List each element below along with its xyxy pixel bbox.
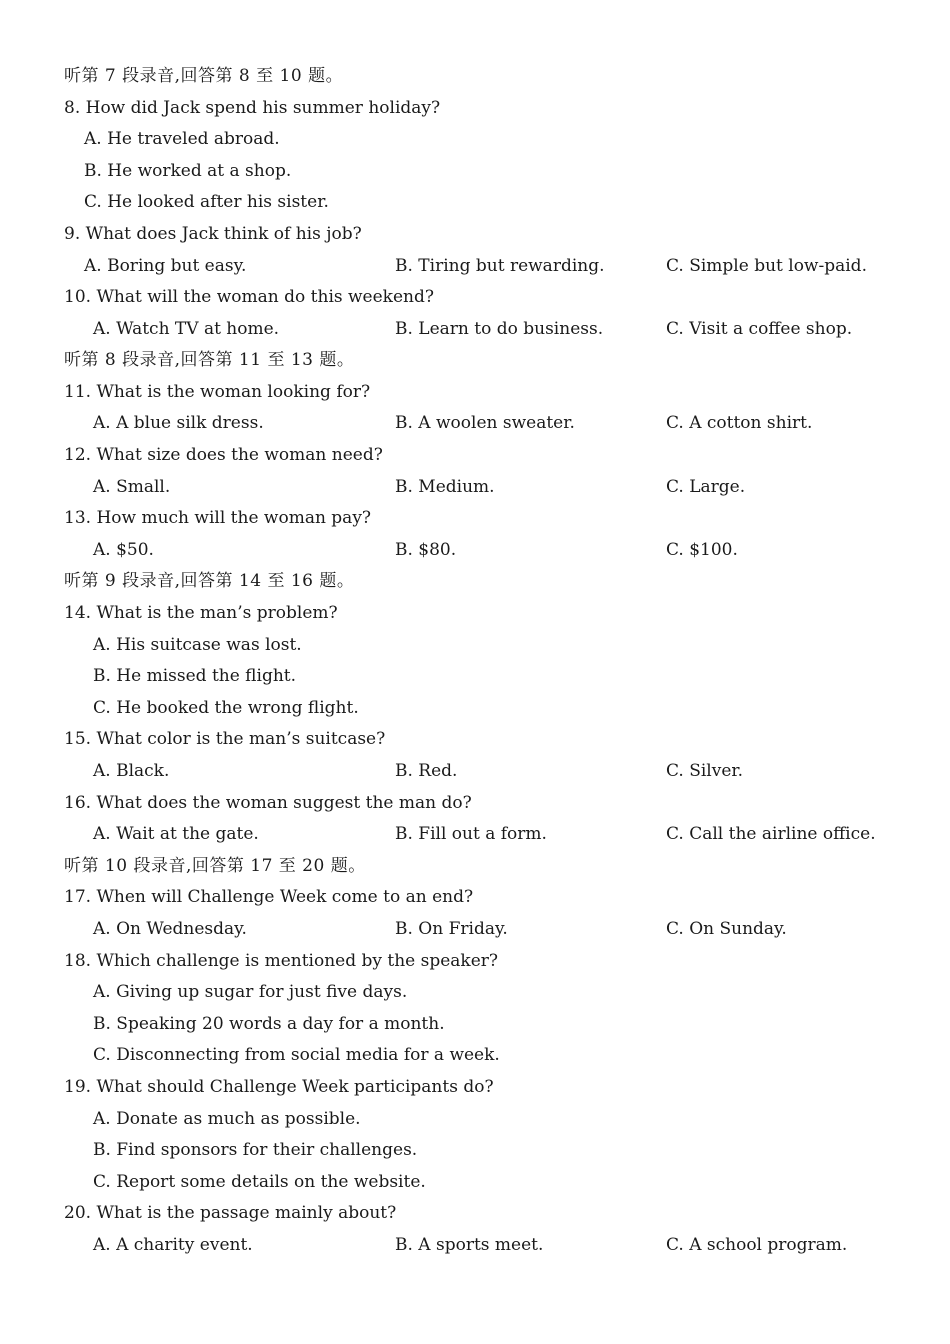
- option-c: C. $100.: [666, 540, 738, 560]
- section-heading: [0, 851, 950, 882]
- question-stem: 17. When will Challenge Week come to an end?: [64, 887, 474, 907]
- option-b: B. Tiring but rewarding.: [395, 256, 605, 276]
- option-a: A. Donate as much as possible.: [93, 1109, 361, 1129]
- question-20: [0, 1198, 950, 1229]
- option-c: C. Call the airline office.: [666, 824, 876, 844]
- question-10: [0, 282, 950, 313]
- question-12: [0, 440, 950, 471]
- section-heading: [0, 566, 950, 597]
- option-b: B. Find sponsors for their challenges.: [93, 1140, 418, 1160]
- option-a: A. On Wednesday.: [93, 919, 247, 939]
- option-row: [0, 661, 950, 692]
- question-18: [0, 946, 950, 977]
- question-stem: 15. What color is the man’s suitcase?: [64, 729, 386, 749]
- option-c: C. Simple but low-paid.: [666, 256, 867, 276]
- option-row: [0, 472, 950, 503]
- question-stem: 10. What will the woman do this weekend?: [64, 287, 434, 307]
- question-14: [0, 598, 950, 629]
- option-c: C. Report some details on the website.: [93, 1172, 426, 1192]
- section-heading: [0, 61, 950, 92]
- option-row: [0, 1167, 950, 1198]
- option-c: C. He looked after his sister.: [84, 192, 329, 212]
- section-7-heading: 听第 7 段录音,回答第 8 至 10 题。: [64, 66, 344, 86]
- option-c: C. A school program.: [666, 1235, 848, 1255]
- option-row: [0, 1009, 950, 1040]
- option-b: B. He worked at a shop.: [84, 161, 292, 181]
- section-8-heading: 听第 8 段录音,回答第 11 至 13 题。: [64, 350, 355, 370]
- option-row: [0, 630, 950, 661]
- option-a: A. Small.: [93, 477, 171, 497]
- section-10-heading: 听第 10 段录音,回答第 17 至 20 题。: [64, 856, 366, 876]
- question-11: [0, 377, 950, 408]
- question-17: [0, 882, 950, 913]
- option-row: [0, 1230, 950, 1261]
- question-15: [0, 724, 950, 755]
- option-row: [0, 251, 950, 282]
- option-row: [0, 693, 950, 724]
- option-row: [0, 408, 950, 439]
- section-heading: [0, 345, 950, 376]
- option-c: C. Large.: [666, 477, 746, 497]
- option-b: B. Learn to do business.: [395, 319, 604, 339]
- option-row: [0, 1104, 950, 1135]
- option-a: A. A charity event.: [93, 1235, 253, 1255]
- option-c: C. Visit a coffee shop.: [666, 319, 853, 339]
- option-b: B. He missed the flight.: [93, 666, 297, 686]
- question-stem: 8. How did Jack spend his summer holiday?: [64, 98, 441, 118]
- option-a: A. Boring but easy.: [84, 256, 247, 276]
- option-a: A. Giving up sugar for just five days.: [93, 982, 408, 1002]
- question-stem: 18. Which challenge is mentioned by the speaker?: [64, 951, 499, 971]
- question-stem: 13. How much will the woman pay?: [64, 508, 372, 528]
- option-a: A. $50.: [93, 540, 154, 560]
- question-16: [0, 788, 950, 819]
- option-row: [0, 535, 950, 566]
- question-stem: 14. What is the man’s problem?: [64, 603, 338, 623]
- question-stem: 9. What does Jack think of his job?: [64, 224, 362, 244]
- option-row: [0, 156, 950, 187]
- option-c: C. A cotton shirt.: [666, 413, 813, 433]
- question-stem: 20. What is the passage mainly about?: [64, 1203, 397, 1223]
- question-stem: 11. What is the woman looking for?: [64, 382, 371, 402]
- question-13: [0, 503, 950, 534]
- question-19: [0, 1072, 950, 1103]
- option-c: C. Silver.: [666, 761, 744, 781]
- question-stem: 19. What should Challenge Week participants do?: [64, 1077, 494, 1097]
- question-8: [0, 93, 950, 124]
- option-b: B. Red.: [395, 761, 458, 781]
- option-row: [0, 914, 950, 945]
- option-a: A. A blue silk dress.: [93, 413, 264, 433]
- option-b: B. Medium.: [395, 477, 495, 497]
- option-b: B. A woolen sweater.: [395, 413, 575, 433]
- option-row: [0, 756, 950, 787]
- option-a: A. Watch TV at home.: [93, 319, 280, 339]
- option-a: A. Wait at the gate.: [93, 824, 259, 844]
- option-row: [0, 187, 950, 218]
- option-a: A. Black.: [93, 761, 170, 781]
- question-stem: 12. What size does the woman need?: [64, 445, 383, 465]
- option-row: [0, 314, 950, 345]
- option-c: C. Disconnecting from social media for a week.: [93, 1045, 500, 1065]
- option-b: B. On Friday.: [395, 919, 508, 939]
- option-c: C. On Sunday.: [666, 919, 787, 939]
- option-a: A. He traveled abroad.: [84, 129, 280, 149]
- section-9-heading: 听第 9 段录音,回答第 14 至 16 题。: [64, 571, 355, 591]
- option-row: [0, 1040, 950, 1071]
- option-b: B. A sports meet.: [395, 1235, 544, 1255]
- option-row: [0, 819, 950, 850]
- option-b: B. $80.: [395, 540, 457, 560]
- option-c: C. He booked the wrong flight.: [93, 698, 359, 718]
- option-b: B. Fill out a form.: [395, 824, 547, 844]
- option-a: A. His suitcase was lost.: [93, 635, 302, 655]
- option-row: [0, 977, 950, 1008]
- question-9: [0, 219, 950, 250]
- question-stem: 16. What does the woman suggest the man do?: [64, 793, 472, 813]
- option-row: [0, 1135, 950, 1166]
- option-row: [0, 124, 950, 155]
- option-b: B. Speaking 20 words a day for a month.: [93, 1014, 445, 1034]
